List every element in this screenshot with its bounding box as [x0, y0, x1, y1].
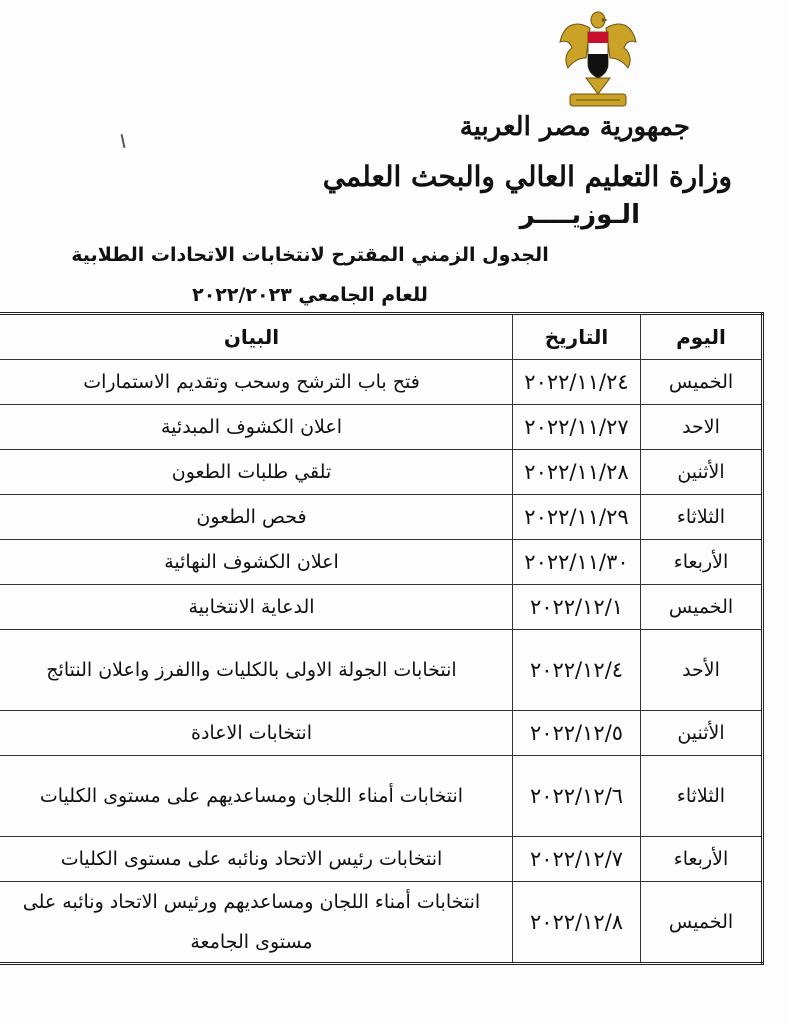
table-row	[0, 495, 763, 540]
header-day: اليوم	[641, 314, 763, 360]
cell-desc: فحص الطعون	[0, 495, 513, 540]
cell-date: ٢٠٢٢/١٢/٦	[513, 756, 641, 837]
table-row	[0, 756, 763, 837]
letterhead-republic: جمهورية مصر العربية	[459, 112, 690, 142]
cell-date: ٢٠٢٢/١١/٢٤	[513, 360, 641, 405]
table-row	[0, 540, 763, 585]
header-date: التاريخ	[513, 314, 641, 360]
table-row	[0, 360, 763, 405]
document-title: الجدول الزمني المقترح لانتخابات الاتحادات الطلابية	[71, 244, 549, 266]
table-row	[0, 405, 763, 450]
cell-date: ٢٠٢٢/١٢/٧	[513, 837, 641, 882]
table-row	[0, 711, 763, 756]
cell-desc: الدعاية الانتخابية	[0, 585, 513, 630]
cell-date: ٢٠٢٢/١٢/٤	[513, 630, 641, 711]
cell-desc: انتخابات رئيس الاتحاد ونائبه على مستوى الكليات	[0, 837, 513, 882]
letterhead-minister: الـوزيــــر	[519, 200, 640, 230]
cell-day: الأحد	[641, 630, 763, 711]
cell-day: الثلاثاء	[641, 495, 763, 540]
cell-date: ٢٠٢٢/١٢/١	[513, 585, 641, 630]
cell-date: ٢٠٢٢/١١/٣٠	[513, 540, 641, 585]
cell-desc: انتخابات الاعادة	[0, 711, 513, 756]
cell-day: الخميس	[641, 585, 763, 630]
cell-day: الأثنين	[641, 450, 763, 495]
cell-desc: انتخابات أمناء اللجان ومساعديهم على مستوى الكليات	[0, 756, 513, 837]
cell-date: ٢٠٢٢/١٢/٥	[513, 711, 641, 756]
cell-day: الأثنين	[641, 711, 763, 756]
cell-desc: اعلان الكشوف المبدئية	[0, 405, 513, 450]
stray-pen-mark	[121, 134, 126, 148]
egypt-eagle-emblem	[556, 6, 640, 110]
cell-day: الثلاثاء	[641, 756, 763, 837]
cell-day: الأربعاء	[641, 540, 763, 585]
cell-date: ٢٠٢٢/١٢/٨	[513, 882, 641, 964]
cell-day: الخميس	[641, 882, 763, 964]
cell-desc: انتخابات الجولة الاولى بالكليات واالفرز واعلان النتائج	[0, 630, 513, 711]
letterhead-ministry: وزارة التعليم العالي والبحث العلمي	[322, 160, 732, 193]
cell-day: الأربعاء	[641, 837, 763, 882]
cell-desc: اعلان الكشوف النهائية	[0, 540, 513, 585]
table-row	[0, 882, 763, 964]
cell-desc: فتح باب الترشح وسحب وتقديم الاستمارات	[0, 360, 513, 405]
cell-desc: انتخابات أمناء اللجان ومساعديهم ورئيس الاتحاد ونائبه على مستوى الجامعة	[0, 882, 513, 964]
table-row	[0, 450, 763, 495]
table-header-row	[0, 314, 763, 360]
cell-date: ٢٠٢٢/١١/٢٨	[513, 450, 641, 495]
cell-date: ٢٠٢٢/١١/٢٩	[513, 495, 641, 540]
election-schedule-table	[0, 312, 764, 965]
document-subtitle: للعام الجامعي ٢٠٢٢/٢٠٢٣	[192, 284, 428, 306]
cell-day: الخميس	[641, 360, 763, 405]
cell-desc: تلقي طلبات الطعون	[0, 450, 513, 495]
table-row	[0, 585, 763, 630]
table-row	[0, 630, 763, 711]
cell-date: ٢٠٢٢/١١/٢٧	[513, 405, 641, 450]
header-desc: البيان	[0, 314, 513, 360]
table-row	[0, 837, 763, 882]
cell-day: الاحد	[641, 405, 763, 450]
